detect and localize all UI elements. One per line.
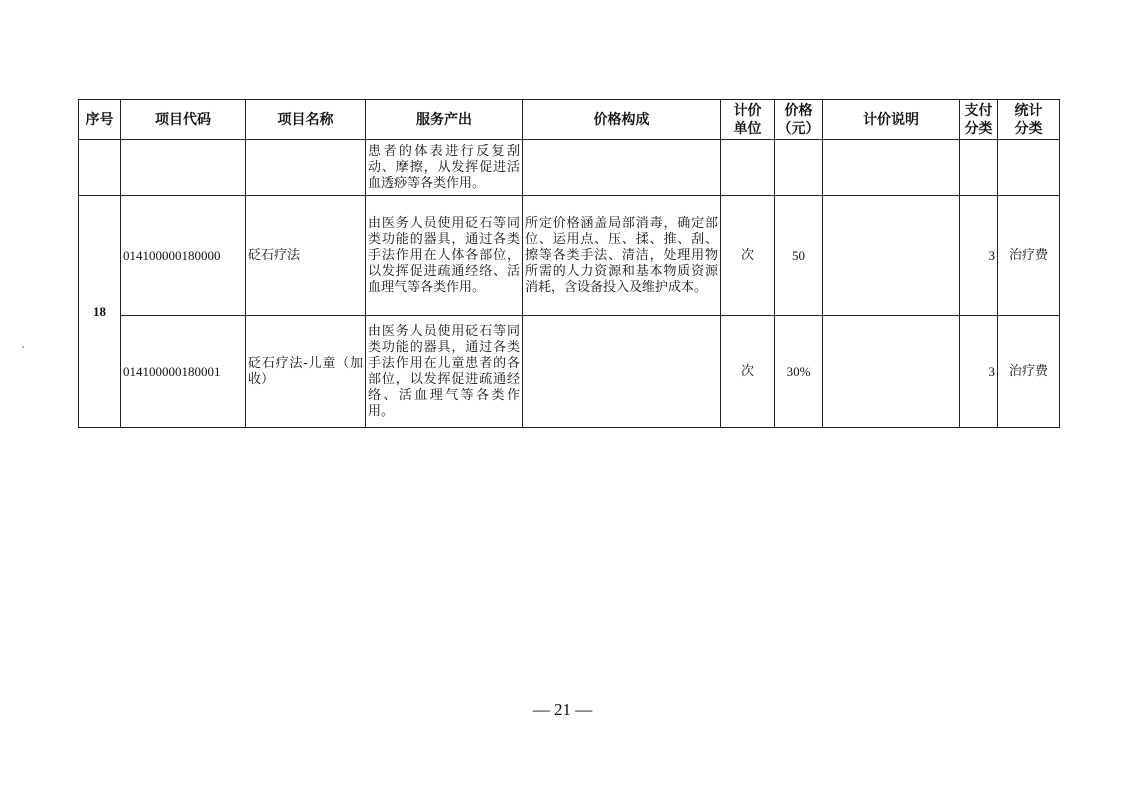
- header-seq: 序号: [79, 100, 121, 140]
- cell-composition: 所定价格涵盖局部消毒，确定部位、运用点、压、揉、推、刮、擦等各类手法、清洁，处理用物所需的人力资源和基本物质资源消耗，含设备投入及维护成本。: [523, 196, 721, 316]
- cell-composition: [523, 316, 721, 428]
- cell-price: 30%: [775, 316, 823, 428]
- cell-stat: 治疗费: [998, 316, 1060, 428]
- cell-name: 砭石疗法: [246, 196, 366, 316]
- page-number: — 21 —: [532, 700, 593, 719]
- header-price: 价格 （元）: [775, 100, 823, 140]
- cell-price: 50: [775, 196, 823, 316]
- header-payment: 支付 分类: [960, 100, 998, 140]
- scan-speck: [22, 346, 24, 348]
- header-unit: 计价 单位: [721, 100, 775, 140]
- cell-payment: 3: [960, 196, 998, 316]
- cell-code: 014100000180000: [121, 196, 246, 316]
- header-note: 计价说明: [823, 100, 960, 140]
- cell-stat: 治疗费: [998, 196, 1060, 316]
- header-code: 项目代码: [121, 100, 246, 140]
- table-row: [79, 196, 1060, 316]
- header-composition: 价格构成: [523, 100, 721, 140]
- cell-service: 患者的体表进行反复刮动、摩擦，从发挥促进活血透痧等各类作用。: [366, 140, 523, 196]
- header-service: 服务产出: [366, 100, 523, 140]
- table-header-row: [79, 100, 1060, 140]
- cell-note: [823, 196, 960, 316]
- cell-payment: 3: [960, 316, 998, 428]
- cell-service: 由医务人员使用砭石等同类功能的器具，通过各类手法作用在人体各部位，以发挥促进疏通经络、活血理气等各类作用。: [366, 196, 523, 316]
- header-name: 项目名称: [246, 100, 366, 140]
- header-stat: 统计 分类: [998, 100, 1060, 140]
- cell-seq: 18: [79, 196, 121, 428]
- table-row: [79, 140, 1060, 196]
- table-row: [79, 316, 1060, 428]
- cell-unit: 次: [721, 196, 775, 316]
- cell-service: 由医务人员使用砭石等同类功能的器具，通过各类手法作用在儿童患者的各部位，以发挥促进疏通经络、活血理气等各类作用。: [366, 316, 523, 428]
- cell-name: 砭石疗法-儿童（加收）: [246, 316, 366, 428]
- pricing-table: [78, 99, 1060, 428]
- cell-note: [823, 316, 960, 428]
- cell-unit: 次: [721, 316, 775, 428]
- cell-code: 014100000180001: [121, 316, 246, 428]
